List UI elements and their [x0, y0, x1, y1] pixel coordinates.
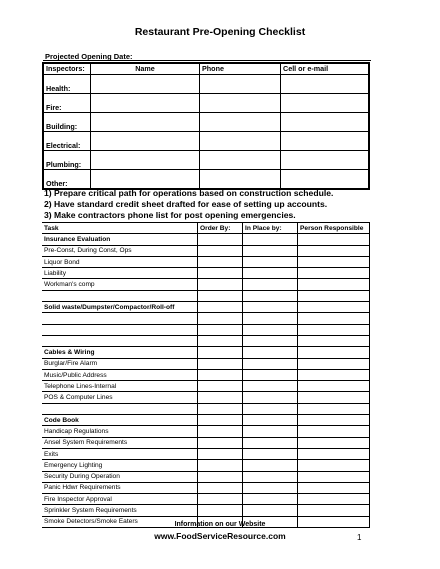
- step-item: 3) Make contractors phone list for post opening emergencies.: [44, 210, 296, 220]
- order-by-cell[interactable]: [198, 482, 243, 493]
- inspector-label: Building:: [43, 113, 91, 132]
- person-responsible-cell[interactable]: [298, 279, 370, 290]
- inspector-row-electrical: [43, 132, 369, 151]
- task-row: [42, 256, 370, 267]
- cell-email-header: Cell or e-mail: [281, 63, 370, 75]
- in-place-by-cell[interactable]: [243, 335, 298, 346]
- order-by-cell[interactable]: [198, 302, 243, 313]
- in-place-by-header: In Place by:: [243, 223, 298, 234]
- task-label: Handicap Regulations: [42, 426, 198, 437]
- task-section-row: [42, 302, 370, 313]
- in-place-by-cell[interactable]: [243, 437, 298, 448]
- task-section-row: [42, 347, 370, 358]
- order-by-cell[interactable]: [198, 381, 243, 392]
- task-label: Telephone Lines-Internal: [42, 381, 198, 392]
- phone-cell[interactable]: [200, 113, 281, 132]
- task-row: [42, 403, 370, 414]
- person-responsible-cell[interactable]: [298, 324, 370, 335]
- person-responsible-cell[interactable]: [298, 471, 370, 482]
- task-label: Fire Inspector Approval: [42, 494, 198, 505]
- phone-cell[interactable]: [200, 151, 281, 170]
- task-row: [42, 392, 370, 403]
- in-place-by-cell[interactable]: [243, 381, 298, 392]
- task-label: Security During Operation: [42, 471, 198, 482]
- in-place-by-cell[interactable]: [243, 369, 298, 380]
- inspector-row-building: [43, 113, 369, 132]
- task-label: Code Book: [42, 415, 198, 426]
- person-responsible-cell[interactable]: [298, 426, 370, 437]
- order-by-cell[interactable]: [198, 460, 243, 471]
- in-place-by-cell[interactable]: [243, 494, 298, 505]
- task-label: [42, 335, 198, 346]
- order-by-cell[interactable]: [198, 392, 243, 403]
- task-row: [42, 437, 370, 448]
- task-label: Ansel System Requirements: [42, 437, 198, 448]
- order-by-cell[interactable]: [198, 313, 243, 324]
- step-item: 1) Prepare critical path for operations based on construction schedule.: [44, 188, 334, 198]
- order-by-cell[interactable]: [198, 426, 243, 437]
- task-row: [42, 482, 370, 493]
- in-place-by-cell[interactable]: [243, 448, 298, 459]
- inspector-row-plumbing: [43, 151, 369, 170]
- task-row: [42, 494, 370, 505]
- person-responsible-cell[interactable]: [298, 245, 370, 256]
- order-by-cell[interactable]: [198, 279, 243, 290]
- phone-cell[interactable]: [200, 170, 281, 190]
- person-responsible-header: Person Responsible: [298, 223, 370, 234]
- in-place-by-cell[interactable]: [243, 313, 298, 324]
- name-cell[interactable]: [91, 94, 200, 113]
- step-item: 2) Have standard credit sheet drafted for ease of setting up accounts.: [44, 199, 328, 209]
- inspector-label: Plumbing:: [43, 151, 91, 170]
- order-by-cell[interactable]: [198, 403, 243, 414]
- person-responsible-cell[interactable]: [298, 403, 370, 414]
- task-row: [42, 245, 370, 256]
- cell-email-cell[interactable]: [281, 113, 370, 132]
- in-place-by-cell[interactable]: [243, 268, 298, 279]
- in-place-by-cell[interactable]: [243, 471, 298, 482]
- task-label: POS & Computer Lines: [42, 392, 198, 403]
- inspector-row-health: [43, 75, 369, 94]
- task-row: [42, 426, 370, 437]
- task-label: [42, 290, 198, 301]
- task-label: [42, 403, 198, 414]
- phone-cell[interactable]: [200, 94, 281, 113]
- task-row: [42, 324, 370, 335]
- name-cell[interactable]: [91, 75, 200, 94]
- name-cell[interactable]: [91, 113, 200, 132]
- order-by-cell[interactable]: [198, 369, 243, 380]
- order-by-cell[interactable]: [198, 290, 243, 301]
- person-responsible-cell[interactable]: [298, 448, 370, 459]
- footer-info: Information on our Website: [174, 521, 266, 528]
- task-label: Music/Public Address: [42, 369, 198, 380]
- cell-email-cell[interactable]: [281, 75, 370, 94]
- inspector-label: Other:: [43, 170, 91, 190]
- order-by-cell[interactable]: [198, 415, 243, 426]
- task-row: [42, 268, 370, 279]
- person-responsible-cell[interactable]: [298, 358, 370, 369]
- task-section-row: [42, 234, 370, 245]
- in-place-by-cell[interactable]: [243, 324, 298, 335]
- task-label: Exits: [42, 448, 198, 459]
- in-place-by-cell[interactable]: [243, 505, 298, 516]
- task-label: Liability: [42, 268, 198, 279]
- person-responsible-cell[interactable]: [298, 460, 370, 471]
- footer-url: www.FoodServiceResource.com: [154, 531, 286, 541]
- person-responsible-cell[interactable]: [298, 335, 370, 346]
- task-label: Emergency Lighting: [42, 460, 198, 471]
- order-by-cell[interactable]: [198, 324, 243, 335]
- in-place-by-cell[interactable]: [243, 358, 298, 369]
- task-label: Panic Hdwr Requirements: [42, 482, 198, 493]
- steps-list: [44, 188, 333, 221]
- cell-email-cell[interactable]: [281, 94, 370, 113]
- name-cell[interactable]: [91, 170, 200, 190]
- task-row: [42, 279, 370, 290]
- person-responsible-cell[interactable]: [298, 437, 370, 448]
- order-by-cell[interactable]: [198, 494, 243, 505]
- in-place-by-cell[interactable]: [243, 302, 298, 313]
- in-place-by-cell[interactable]: [243, 460, 298, 471]
- task-label: Workman's comp: [42, 279, 198, 290]
- task-row: [42, 369, 370, 380]
- order-by-cell[interactable]: [198, 256, 243, 267]
- order-by-cell[interactable]: [198, 335, 243, 346]
- task-label: Cables & Wiring: [42, 347, 198, 358]
- task-row: [42, 290, 370, 301]
- order-by-cell[interactable]: [198, 437, 243, 448]
- task-label: [42, 324, 198, 335]
- cell-email-cell[interactable]: [281, 170, 370, 190]
- task-label: Sprinkler System Requirements: [42, 505, 198, 516]
- person-responsible-cell[interactable]: [298, 268, 370, 279]
- inspector-label: Fire:: [43, 94, 91, 113]
- tasks-header-row: [42, 223, 370, 234]
- order-by-cell[interactable]: [198, 245, 243, 256]
- task-row: [42, 335, 370, 346]
- order-by-cell[interactable]: [198, 448, 243, 459]
- task-label: Insurance Evaluation: [42, 234, 198, 245]
- person-responsible-cell[interactable]: [298, 392, 370, 403]
- person-responsible-cell[interactable]: [298, 347, 370, 358]
- task-header: Task: [42, 223, 198, 234]
- page-number: 1: [357, 533, 362, 542]
- task-label: Smoke Detectors/Smoke Eaters: [42, 516, 198, 527]
- task-row: [42, 448, 370, 459]
- inspectors-header: Inspectors:: [43, 63, 91, 75]
- inspectors-table: [42, 62, 370, 190]
- in-place-by-cell[interactable]: [243, 482, 298, 493]
- order-by-cell[interactable]: [198, 234, 243, 245]
- in-place-by-cell[interactable]: [243, 392, 298, 403]
- person-responsible-cell[interactable]: [298, 369, 370, 380]
- order-by-header: Order By:: [198, 223, 243, 234]
- order-by-cell[interactable]: [198, 268, 243, 279]
- in-place-by-cell[interactable]: [243, 256, 298, 267]
- person-responsible-cell[interactable]: [298, 494, 370, 505]
- person-responsible-cell[interactable]: [298, 290, 370, 301]
- inspector-label: Health:: [43, 75, 91, 94]
- task-row: [42, 381, 370, 392]
- person-responsible-cell[interactable]: [298, 482, 370, 493]
- person-responsible-cell[interactable]: [298, 256, 370, 267]
- phone-cell[interactable]: [200, 132, 281, 151]
- in-place-by-cell[interactable]: [243, 290, 298, 301]
- person-responsible-cell[interactable]: [298, 505, 370, 516]
- person-responsible-cell[interactable]: [298, 381, 370, 392]
- order-by-cell[interactable]: [198, 505, 243, 516]
- in-place-by-cell[interactable]: [243, 426, 298, 437]
- order-by-cell[interactable]: [198, 358, 243, 369]
- in-place-by-cell[interactable]: [243, 279, 298, 290]
- in-place-by-cell[interactable]: [243, 415, 298, 426]
- projected-opening-label: Projected Opening Date:: [45, 52, 133, 61]
- task-label: [42, 313, 198, 324]
- in-place-by-cell[interactable]: [243, 234, 298, 245]
- person-responsible-cell[interactable]: [298, 234, 370, 245]
- page-title: Restaurant Pre-Opening Checklist: [134, 26, 306, 38]
- phone-cell[interactable]: [200, 75, 281, 94]
- task-label: Burglar/Fire Alarm: [42, 358, 198, 369]
- task-row: [42, 313, 370, 324]
- phone-header: Phone: [200, 63, 281, 75]
- in-place-by-cell[interactable]: [243, 347, 298, 358]
- person-responsible-cell[interactable]: [298, 415, 370, 426]
- in-place-by-cell[interactable]: [243, 245, 298, 256]
- task-label: Pre-Const, During Const, Ops: [42, 245, 198, 256]
- task-row: [42, 460, 370, 471]
- inspectors-header-row: [43, 63, 369, 75]
- divider: [43, 60, 371, 61]
- in-place-by-cell[interactable]: [243, 403, 298, 414]
- task-label: Liquor Bond: [42, 256, 198, 267]
- task-row: [42, 505, 370, 516]
- inspector-row-fire: [43, 94, 369, 113]
- cell-email-cell[interactable]: [281, 132, 370, 151]
- task-row: [42, 358, 370, 369]
- inspector-row-other: [43, 170, 369, 190]
- cell-email-cell[interactable]: [281, 151, 370, 170]
- order-by-cell[interactable]: [198, 471, 243, 482]
- tasks-table: [42, 222, 370, 528]
- task-section-row: [42, 415, 370, 426]
- task-row: [42, 471, 370, 482]
- task-label: Solid waste/Dumpster/Compactor/Roll-off: [42, 302, 198, 313]
- name-header: Name: [91, 63, 200, 75]
- inspector-label: Electrical:: [43, 132, 91, 151]
- order-by-cell[interactable]: [198, 347, 243, 358]
- name-cell[interactable]: [91, 132, 200, 151]
- name-cell[interactable]: [91, 151, 200, 170]
- person-responsible-cell[interactable]: [298, 302, 370, 313]
- person-responsible-cell[interactable]: [298, 313, 370, 324]
